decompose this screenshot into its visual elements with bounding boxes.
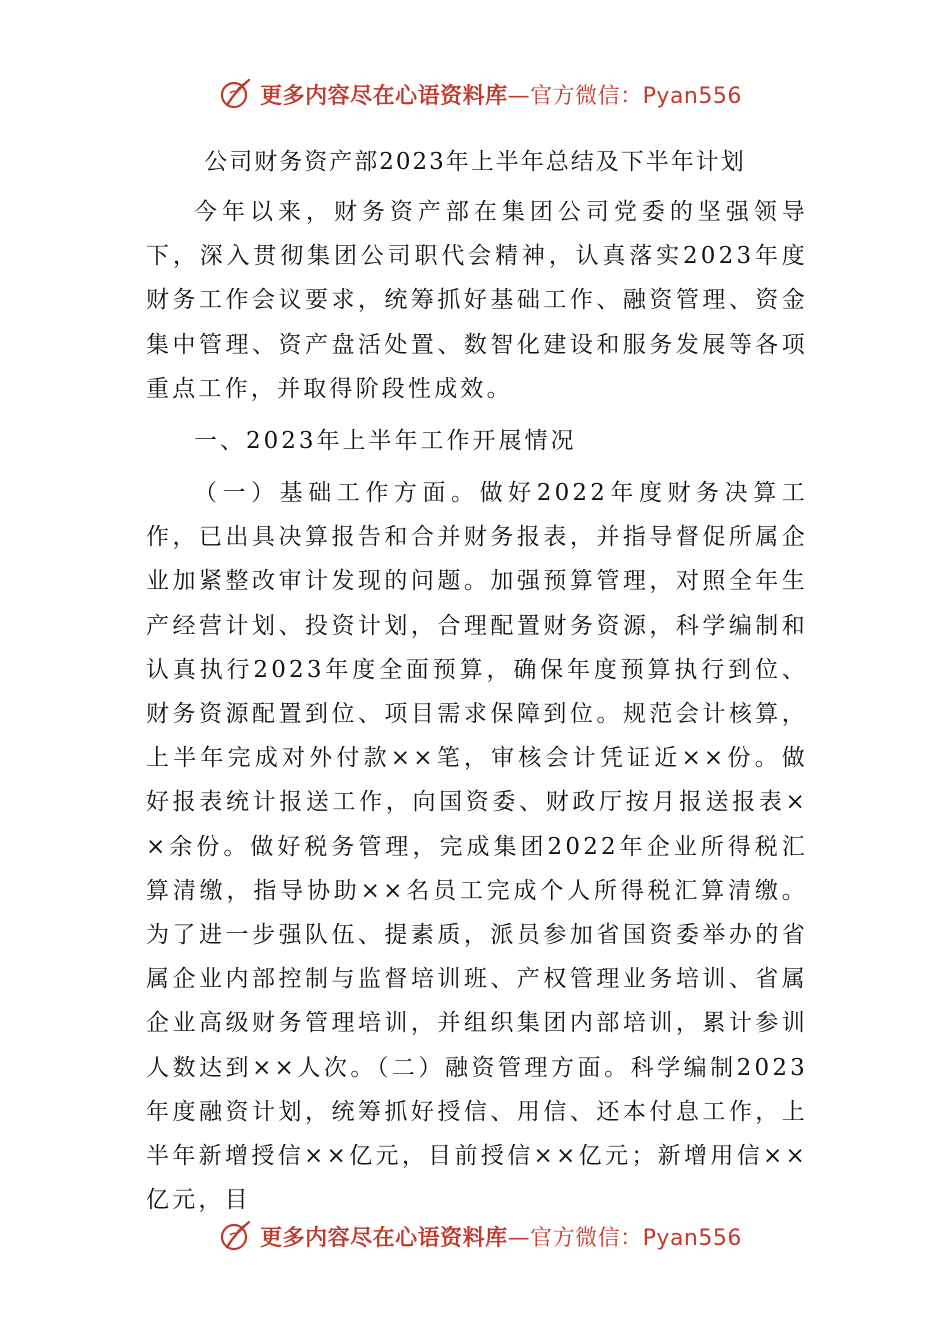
banner-wechat-label: 官方微信： — [530, 1225, 643, 1251]
paragraph-spacer — [146, 411, 808, 419]
banner-brand-text: 更多内容尽在心语资料库 — [260, 83, 508, 109]
banner-separator: — — [507, 1225, 531, 1251]
banner-brand-text: 更多内容尽在心语资料库 — [260, 1225, 508, 1251]
banner-separator: — — [507, 83, 531, 109]
banner-wechat-id: Pyan556 — [642, 83, 742, 109]
banner-wechat-label: 官方微信： — [530, 83, 643, 109]
feather-circle-logo-icon — [218, 77, 252, 111]
footer-banner-text — [260, 1221, 742, 1252]
feather-circle-logo-icon — [218, 1219, 252, 1253]
banner-wechat-id: Pyan556 — [642, 1225, 742, 1251]
header-banner-content — [218, 77, 742, 111]
header-banner-text — [260, 79, 742, 110]
section1-heading: 一、2023年上半年工作开展情况 — [194, 428, 577, 455]
section1-body-paragraph: （一）基础工作方面。做好2022年度财务决算工作，已出具决算报告和合并财务报表，并指导督促所属企业加紧整改审计发现的问题。加强预算管理，对照全年生产经营计划、投资计划，合理配置财务资源，科学编制和认真执行2023年度全面预算，确保年度预算执行到位、财务资源配置到位、项目需求保障到位。规范会计核算，上半年完成对外付款××笔，审核会计凭证近××份。做好报表统计报送工作，向国资委、财政厅按月报送报表××余份。做好税务管理，完成集团2022年企业所得税汇算清缴，指导协助××名员工完成个人所得税汇算清缴。为了进一步强队伍、提素质，派员参加省国资委举办的省属企业内部控制与监督培训班、产权管理业务培训、省属企业高级财务管理培训，并组织集团内部培训，累计参训人数达到××人次。（二）融资管理方面。科学编制2023年度融资计划，统筹抓好授信、用信、还本付息工作，上半年新增授信××亿元，目前授信××亿元；新增用信××亿元，目 — [146, 480, 808, 1214]
footer-banner — [0, 1212, 950, 1260]
footer-banner-content — [218, 1219, 742, 1253]
paragraph-spacer — [146, 463, 808, 471]
header-banner — [0, 70, 950, 118]
intro-paragraph: 今年以来，财务资产部在集团公司党委的坚强领导下，深入贯彻集团公司职代会精神，认真落实2023年度财务工作会议要求，统筹抓好基础工作、融资管理、资金集中管理、资产盘活处置、数智化建设和服务发展等各项重点工作，并取得阶段性成效。 — [146, 199, 808, 402]
document-title: 公司财务资产部2023年上半年总结及下半年计划 — [204, 149, 746, 175]
document-body — [146, 190, 808, 1222]
